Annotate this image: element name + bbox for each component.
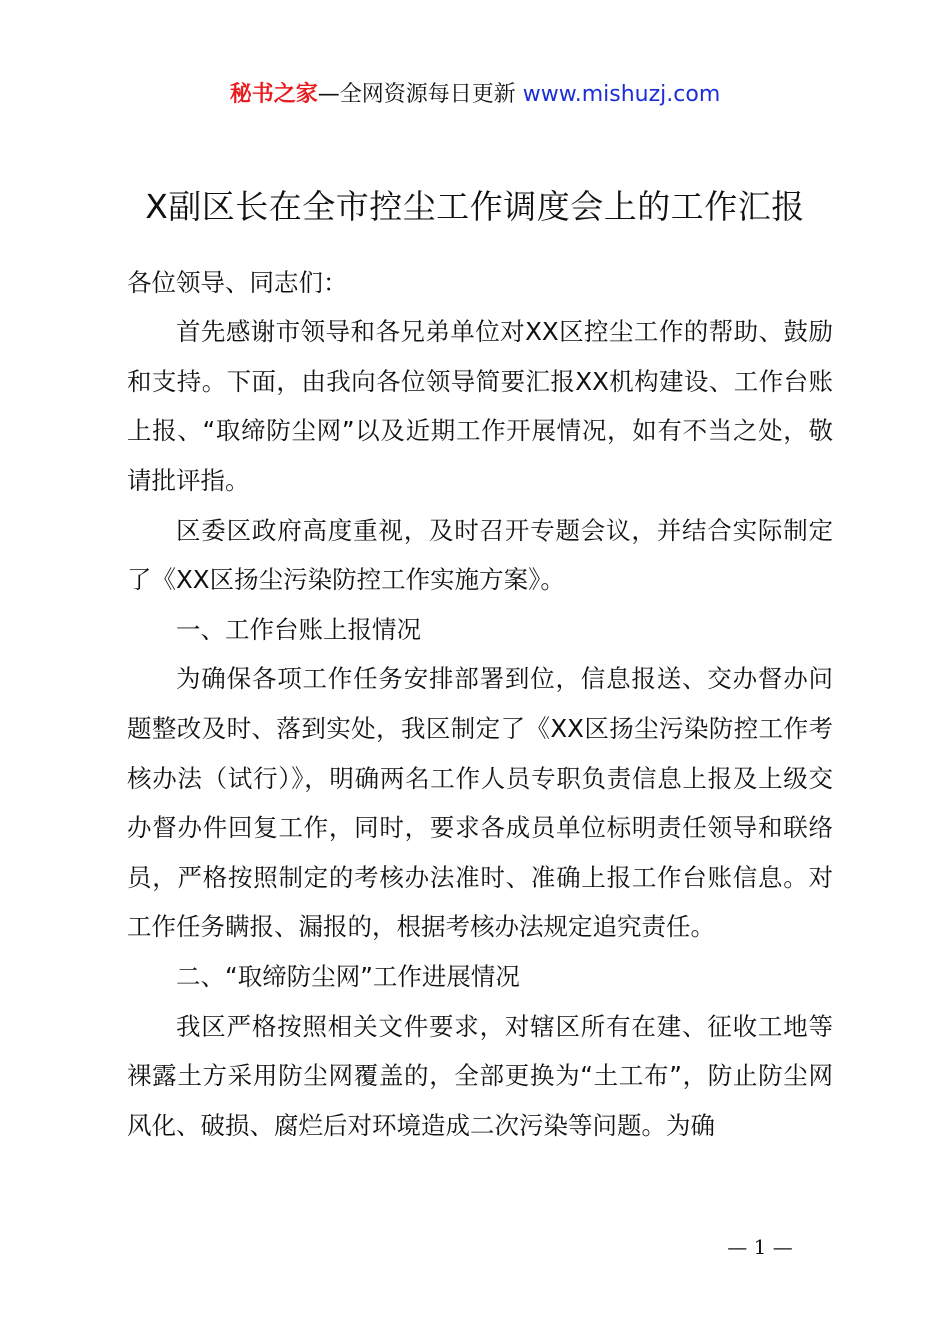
site-brand: 秘书之家	[229, 82, 318, 107]
section-heading-1: 一、工作台账上报情况	[176, 614, 421, 644]
site-header-banner	[0, 78, 950, 112]
salutation: 各位领导、同志们：	[127, 267, 348, 297]
paragraph-section-1: 为确保各项工作任务安排部署到位，信息报送、交办督办问题整改及时、落到实处，我区制定了《XX区扬尘污染防控工作考核办法（试行）》，明确两名工作人员专职负责信息上报及上级交办督办件回复工作，同时，要求各成员单位标明责任领导和联络员，严格按照制定的考核办法准时、准确上报工作台账信息。对工作任务瞒报、漏报的，根据考核办法规定追究责任。	[127, 664, 833, 942]
document-title: X副区长在全市控尘工作调度会上的工作汇报	[145, 187, 805, 226]
site-tagline: —全网资源每日更新	[317, 82, 516, 107]
site-url-link[interactable]: www.mishuzj.com	[522, 82, 721, 107]
document-body	[127, 208, 833, 1150]
paragraph-section-2: 我区严格按照相关文件要求，对辖区所有在建、征收工地等裸露土方采用防尘网覆盖的，全部更换为“土工布”，防止防尘网风化、破损、腐烂后对环境造成二次污染等问题。为确	[127, 1011, 833, 1140]
paragraph-plan: 区委区政府高度重视，及时召开专题会议，并结合实际制定了《XX区扬尘污染防控工作实施方案》。	[127, 515, 833, 595]
paragraph-intro: 首先感谢市领导和各兄弟单位对XX区控尘工作的帮助、鼓励和支持。下面，由我向各位领导简要汇报XX机构建设、工作台账上报、“取缔防尘网”以及近期工作开展情况，如有不当之处，敬请批评指。	[127, 317, 833, 495]
section-heading-2: 二、“取缔防尘网”工作进展情况	[176, 961, 520, 991]
page-number: — 1 —	[727, 1235, 793, 1259]
